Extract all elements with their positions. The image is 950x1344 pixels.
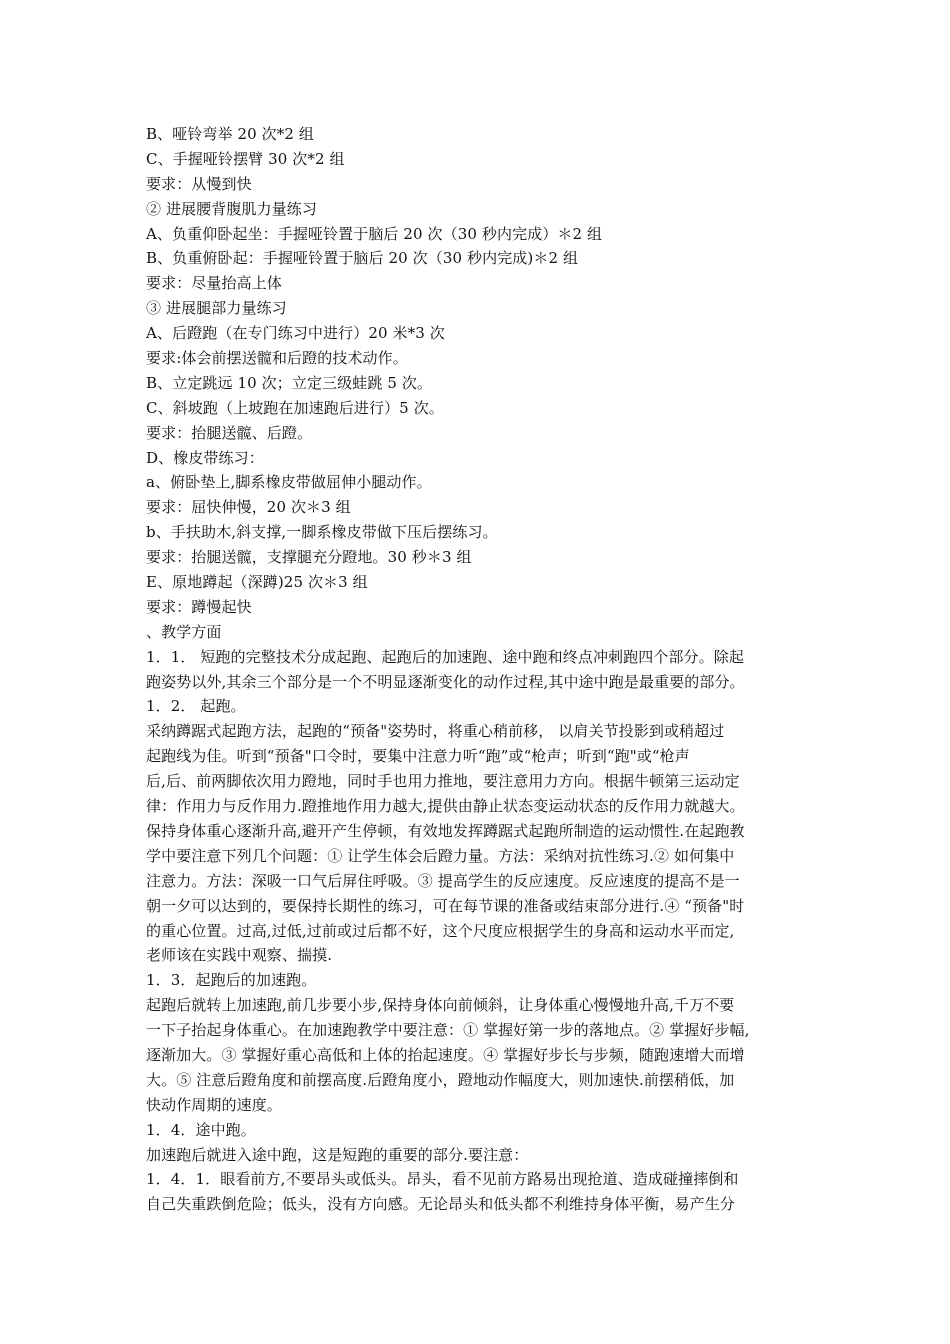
subsection-heading: 1．2． 起跑。 xyxy=(146,697,246,716)
text-line: 要求：抬腿送髋，支撑腿充分蹬地。30 秒＊3 组 xyxy=(146,548,472,567)
text-line: 起跑线为佳。听到“预备"口令时，要集中注意力听“跑”或“枪声；听到“跑"或“枪声 xyxy=(146,747,690,766)
text-line: 要求：蹲慢起快 xyxy=(146,597,252,616)
text-line: 快动作周期的速度。 xyxy=(146,1095,282,1114)
text-line: 加速跑后就进入途中跑，这是短跑的重要的部分.要注意： xyxy=(146,1145,529,1164)
text-line: B、立定跳远 10 次；立定三级蛙跳 5 次。 xyxy=(146,373,433,392)
text-line: 老师该在实践中观察、揣摸. xyxy=(146,946,333,965)
text-line: A、负重仰卧起坐：手握哑铃置于脑后 20 次（30 秒内完成）＊2 组 xyxy=(146,224,603,243)
text-line: 要求：尽量抬高上体 xyxy=(146,274,282,293)
text-line: 逐渐加大。③ 掌握好重心高低和上体的抬起速度。④ 掌握好步长与步频，随跑速增大而增 xyxy=(146,1045,745,1064)
text-line: 保持身体重心逐渐升高,避开产生停顿，有效地发挥蹲踞式起跑所制造的运动惯性.在起跑教 xyxy=(146,821,745,840)
text-line: D、橡皮带练习： xyxy=(146,448,264,467)
text-line: 朝一夕可以达到的，要保持长期性的练习，可在每节课的准备或结束部分进行.④ “预备"时 xyxy=(146,896,745,915)
text-line: 学中要注意下列几个问题：① 让学生体会后蹬力量。方法：采纳对抗性练习.② 如何集中 xyxy=(146,846,735,865)
text-line: 要求：抬腿送髋、后蹬。 xyxy=(146,423,313,442)
text-line: 后,后、前两脚依次用力蹬地，同时手也用力推地，要注意用力方向。根据牛顿第三运动定 xyxy=(146,772,740,791)
document-body xyxy=(146,122,816,1217)
text-line: 要求：从慢到快 xyxy=(146,174,252,193)
text-line: 1．4．1．眼看前方,不要昂头或低头。昂头，看不见前方路易出现抢道、造成碰撞摔倒和 xyxy=(146,1170,739,1189)
text-line: C、斜坡跑（上坡跑在加速跑后进行）5 次。 xyxy=(146,398,444,417)
subsection-heading: 1．3．起跑后的加速跑。 xyxy=(146,971,317,990)
text-line: C、手握哑铃摆臂 30 次*2 组 xyxy=(146,149,345,168)
text-line: 一下子抬起身体重心。在加速跑教学中要注意：① 掌握好第一步的落地点。② 掌握好步幅, xyxy=(146,1021,750,1040)
text-line: ② 进展腰背腹肌力量练习 xyxy=(146,199,317,218)
text-line: 自己失重跌倒危险；低头，没有方向感。无论昂头和低头都不利维持身体平衡，易产生分 xyxy=(146,1195,735,1214)
text-line: 注意力。方法：深吸一口气后屏住呼吸。③ 提高学生的反应速度。反应速度的提高不是一 xyxy=(146,871,740,890)
text-line: 起跑后就转上加速跑,前几步要小步,保持身体向前倾斜，让身体重心慢慢地升高,千万不要 xyxy=(146,996,735,1015)
text-line: 要求:体会前摆送髋和后蹬的技术动作。 xyxy=(146,349,408,368)
text-line: E、原地蹲起（深蹲)25 次＊3 组 xyxy=(146,573,368,592)
text-line: 跑姿势以外,其余三个部分是一个不明显逐渐变化的动作过程,其中途中跑是最重要的部分。 xyxy=(146,672,745,691)
section-heading: 、教学方面 xyxy=(146,622,222,641)
text-line: 要求：屈快伸慢，20 次＊3 组 xyxy=(146,498,351,517)
text-line: A、后蹬跑（在专门练习中进行）20 米*3 次 xyxy=(146,324,445,343)
text-line: 律：作用力与反作用力.蹬推地作用力越大,提供由静止状态变运动状态的反作用力就越大。 xyxy=(146,797,745,816)
text-line: B、负重俯卧起：手握哑铃置于脑后 20 次（30 秒内完成)＊2 组 xyxy=(146,249,579,268)
text-line: ③ 进展腿部力量练习 xyxy=(146,299,287,318)
text-line: 采纳蹲踞式起跑方法，起跑的“预备"姿势时，将重心稍前移， 以肩关节投影到或稍超过 xyxy=(146,722,725,741)
text-line: 的重心位置。过高,过低,过前或过后都不好，这个尺度应根据学生的身高和运动水平而定, xyxy=(146,921,735,940)
text-line: 1．1． 短跑的完整技术分成起跑、起跑后的加速跑、途中跑和终点冲刺跑四个部分。除起 xyxy=(146,647,744,666)
subsection-heading: 1．4．途中跑。 xyxy=(146,1120,256,1139)
text-line: b、手扶助木,斜支撑,一脚系橡皮带做下压后摆练习。 xyxy=(146,523,498,542)
text-line: 大。⑤ 注意后蹬角度和前摆高度.后蹬角度小，蹬地动作幅度大，则加速快.前摆稍低，加 xyxy=(146,1070,735,1089)
text-line: a、俯卧垫上,脚系橡皮带做屈伸小腿动作。 xyxy=(146,473,432,492)
text-line: B、哑铃弯举 20 次*2 组 xyxy=(146,125,314,143)
